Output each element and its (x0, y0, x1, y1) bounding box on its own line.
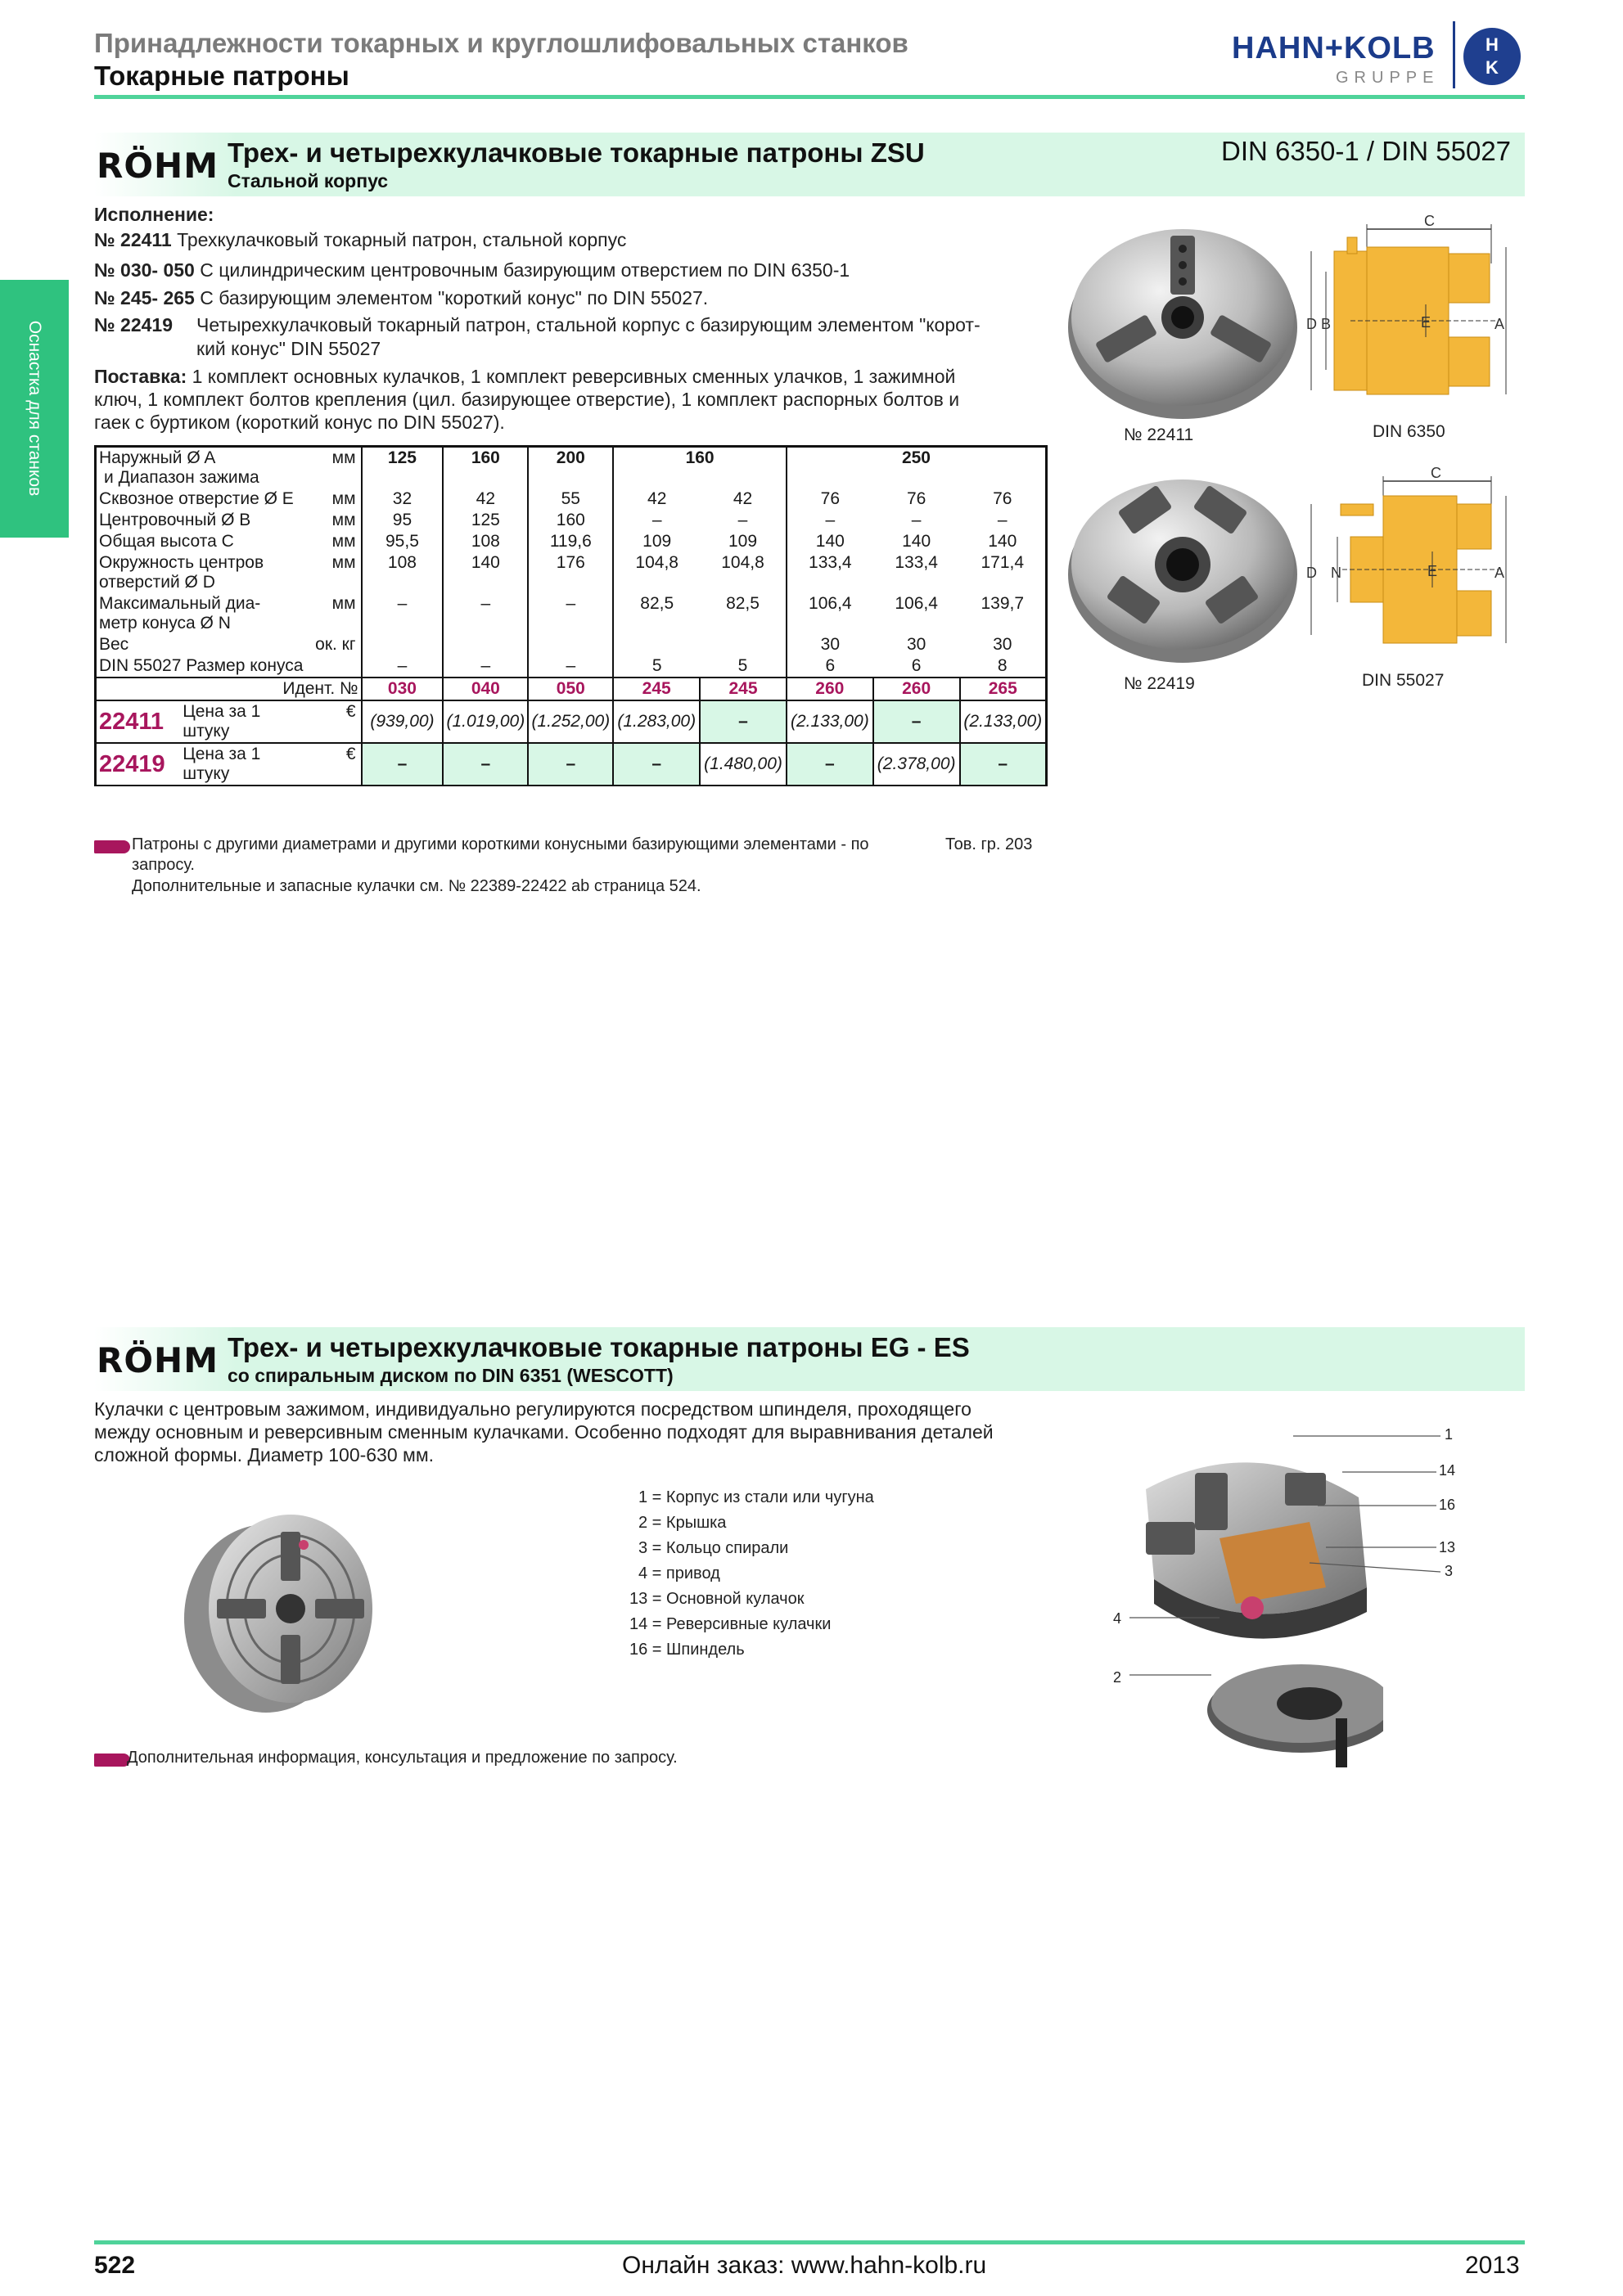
row-label: Сквозное отверстие Ø E (96, 488, 313, 510)
brand-logo-text: HAHN+KOLB (1232, 31, 1436, 65)
section1-din: DIN 6350-1 / DIN 55027 (1221, 136, 1512, 166)
article-number: 22419 (96, 743, 181, 786)
cell: 76 (906, 489, 926, 508)
desc-line: между основным и реверсивным сменным кулачками. Особенно подходят для выравнивания деталей (94, 1421, 994, 1443)
cell: 95 (362, 510, 444, 531)
row-label-2: отверстий Ø D (99, 573, 215, 592)
execution-text-cont: кий конус" DIN 55027 (196, 338, 381, 359)
cell: 6 (911, 656, 922, 675)
section2-title: Трех- и четырехкулачковые токарные патроны EG - ES (228, 1332, 970, 1362)
unit: мм (331, 594, 356, 613)
supply-label: Поставка: (94, 366, 187, 387)
execution-text: С цилиндрическим центровочным базирующим отверстием по DIN 6350-1 (200, 259, 850, 281)
legend-item: 16 = Шпиндель (629, 1641, 745, 1659)
price-label-2: штуку (183, 722, 230, 741)
section1-brand: RÖHM (97, 146, 219, 186)
note-line: Дополнительные и запасные кулачки см. № 22389-22422 ab страница 524. (132, 877, 701, 895)
cell: – (443, 655, 528, 678)
cell: 171,4 (960, 552, 1047, 593)
outer-value: 200 (528, 447, 613, 489)
price-cell: – (873, 700, 960, 743)
row-label: Центровочный Ø B (96, 510, 313, 531)
price-label (180, 700, 313, 743)
outer-label-2: и Диапазон зажима (104, 468, 259, 487)
execution-key: № 245- 265 (94, 287, 195, 308)
execution-item (94, 259, 850, 281)
cell: – (737, 511, 748, 529)
price-label-1: Цена за 1 (183, 702, 261, 721)
article-number: 22411 (96, 700, 181, 743)
unit: ок. кг (315, 635, 356, 654)
legend-item: 2 = Крышка (638, 1514, 727, 1532)
spec-table (94, 445, 1048, 786)
section1-subtitle: Стальной корпус (228, 170, 389, 191)
header-rule (94, 95, 1525, 99)
product-group: Тов. гр. 203 (945, 835, 1033, 853)
cell: 42 (443, 488, 528, 510)
dim-label: E (1427, 563, 1438, 579)
section1-title: Трех- и четырехкулачковые токарные патроны ZSU (228, 137, 925, 168)
cell: 140 (787, 531, 873, 552)
section2-brand: RÖHM (97, 1340, 219, 1380)
supply-text: 1 комплект основных кулачков, 1 комплект реверсивных сменных улачков, 1 зажимной (192, 366, 956, 387)
ident-row (96, 678, 1047, 700)
legend-item: 4 = привод (638, 1564, 720, 1582)
table-row (96, 531, 1047, 552)
callout-number: 2 (1113, 1669, 1122, 1686)
dim-label: D (1306, 565, 1317, 581)
cell: 160 (528, 510, 613, 531)
row-label-1: Окружность центров (99, 553, 264, 572)
callout-number: 13 (1439, 1539, 1456, 1555)
supply-line (94, 365, 955, 388)
cell: 95,5 (362, 531, 444, 552)
unit: мм (313, 447, 361, 489)
execution-item (94, 228, 626, 251)
image-caption: № 22411 (1124, 425, 1194, 444)
ident-code: 040 (443, 678, 528, 700)
cell: 140 (960, 531, 1047, 552)
outer-value: 250 (787, 447, 1047, 489)
price-cell: (2.133,00) (787, 700, 873, 743)
brand-logo-sub: GRUPPE (1336, 69, 1440, 87)
cell: – (613, 510, 700, 531)
callout-number: 4 (1113, 1610, 1122, 1627)
price-cell: – (613, 743, 700, 786)
row-label-2: метр конуса Ø N (99, 614, 231, 633)
cell (443, 634, 528, 655)
price-cell: – (362, 743, 444, 786)
execution-text: Трехкулачковый токарный патрон, стальной корпус (177, 229, 627, 250)
row-label (96, 593, 313, 634)
execution-key: № 030- 050 (94, 259, 195, 281)
row-label (96, 552, 313, 593)
note-line: запросу. (132, 856, 195, 874)
cell: 5 (737, 656, 748, 675)
cell: 76 (960, 488, 1047, 510)
note-arrow-icon (94, 1753, 130, 1767)
cell: – (528, 593, 613, 634)
dim-label: C (1424, 214, 1435, 229)
cell: 82,5 (726, 594, 760, 613)
table-row (96, 634, 1047, 655)
row-label-1: Максимальный диа- (99, 594, 261, 613)
cell: – (960, 510, 1047, 531)
side-tab-label: Оснастка для станков (25, 320, 44, 497)
execution-item (94, 286, 708, 309)
dimension-drawing-din55027 (1301, 463, 1514, 668)
execution-text: С базирующим элементом "короткий конус" по DIN 55027. (200, 287, 709, 308)
price-cell: – (443, 743, 528, 786)
callout-number: 16 (1439, 1497, 1456, 1513)
outer-label: Наружный Ø A (99, 448, 216, 467)
row-label: DIN 55027 Размер конуса (96, 655, 362, 678)
dim-label: A (1495, 316, 1505, 332)
cell: 6 (787, 655, 873, 678)
cell: 139,7 (960, 593, 1047, 634)
ident-code: 245 (613, 678, 700, 700)
supply-line: ключ, 1 комплект болтов крепления (цил. базирующее отверстие), 1 комплект распорных болтов и (94, 389, 960, 410)
section2-subtitle: со спиральным диском по DIN 6351 (WESCOTT) (228, 1365, 674, 1386)
cell: 119,6 (528, 531, 613, 552)
price-cell: – (700, 700, 787, 743)
outer-value: 160 (443, 447, 528, 489)
callout-number: 3 (1445, 1563, 1454, 1579)
dim-label: N (1331, 565, 1341, 581)
outer-value: 125 (362, 447, 444, 489)
unit: мм (331, 532, 356, 551)
row-label (96, 447, 313, 489)
price-row (96, 700, 1047, 743)
unit: мм (331, 489, 356, 508)
price-row (96, 743, 1047, 786)
note-arrow-icon (94, 840, 130, 854)
footer-online-order[interactable]: Онлайн заказ: www.hahn-kolb.ru (622, 2252, 987, 2279)
logo-mark-bottom: K (1485, 57, 1499, 78)
cell: 108 (443, 531, 528, 552)
cell: 104,8 (721, 553, 764, 572)
callout-number: 14 (1439, 1462, 1456, 1479)
execution-key: № 22411 (94, 229, 172, 250)
currency: € (313, 700, 361, 743)
row-label: Общая высота C (96, 531, 313, 552)
dim-label: C (1431, 465, 1441, 481)
execution-text: Четырехкулачковый токарный патрон, стальной корпус с базирующим элементом "корот- (196, 314, 981, 335)
note-line: Дополнительная информация, консультация и предложение по запросу. (127, 1749, 678, 1767)
cell: – (911, 511, 922, 529)
chuck-22419-image (1064, 463, 1301, 668)
cell: 106,4 (895, 594, 938, 613)
cell: – (362, 655, 444, 678)
cell: – (528, 655, 613, 678)
dimension-drawing-din6350 (1301, 214, 1514, 419)
cell: 30 (906, 635, 926, 654)
dim-label: D (1306, 316, 1317, 332)
ident-code: 245 (700, 678, 787, 700)
callout-number: 1 (1445, 1426, 1454, 1443)
table-row (96, 488, 1047, 510)
cell: 176 (528, 552, 613, 593)
cell: 5 (613, 655, 700, 678)
price-label-2: штуку (183, 764, 230, 783)
price-cell: – (787, 743, 873, 786)
cell: 106,4 (787, 593, 873, 634)
brand-logo-mark (1463, 28, 1521, 85)
row-label: Вес (96, 634, 313, 655)
ident-code: 265 (960, 678, 1047, 700)
cell: – (362, 593, 444, 634)
cell: – (787, 510, 873, 531)
price-label-1: Цена за 1 (183, 745, 261, 763)
note-line: Патроны с другими диаметрами и другими короткими конусными базирующими элементами - по (132, 835, 869, 853)
page-title: Токарные патроны (94, 61, 349, 91)
ident-code: 260 (873, 678, 960, 700)
header-category: Принадлежности токарных и круглошлифовальных станков (94, 28, 908, 58)
cell (362, 634, 444, 655)
cell: 8 (960, 655, 1047, 678)
legend-item: 13 = Основной кулачок (629, 1590, 805, 1608)
price-cell: – (960, 743, 1047, 786)
cell (613, 634, 700, 655)
ident-code: 050 (528, 678, 613, 700)
supply-line: гаек с буртиком (короткий конус по DIN 55027). (94, 412, 505, 433)
independent-chuck-image (176, 1504, 389, 1717)
cell: 140 (902, 532, 931, 551)
outer-value: 160 (613, 447, 787, 489)
desc-line: Кулачки с центровым зажимом, индивидуально регулируются посредством шпинделя, проходящего (94, 1398, 972, 1420)
side-category-tab[interactable] (0, 280, 69, 538)
execution-key: № 22419 (94, 314, 173, 335)
execution-label: Исполнение: (94, 204, 214, 225)
cell: 30 (787, 634, 873, 655)
cell: 109 (613, 531, 700, 552)
table-row (96, 552, 1047, 593)
cell (528, 634, 613, 655)
ident-label: Идент. № (96, 678, 362, 700)
ident-code: 260 (787, 678, 873, 700)
cell (700, 634, 787, 655)
table-row (96, 655, 1047, 678)
footer-year: 2013 (1465, 2252, 1520, 2279)
ident-code: 030 (362, 678, 444, 700)
cell: 55 (528, 488, 613, 510)
table-row (96, 593, 1047, 634)
cell: 133,4 (787, 552, 873, 593)
drawing-caption: DIN 6350 (1373, 422, 1445, 441)
cell: 32 (362, 488, 444, 510)
cell: 104,8 (613, 552, 700, 593)
drawing-caption: DIN 55027 (1362, 671, 1445, 690)
parts-legend (615, 1485, 874, 1663)
cell: 82,5 (613, 593, 700, 634)
cell: 108 (362, 552, 444, 593)
price-cell: (939,00) (362, 700, 444, 743)
dim-label: E (1421, 314, 1431, 331)
dim-label: B (1321, 316, 1332, 332)
dim-label: A (1495, 565, 1505, 581)
price-cell: (2.133,00) (960, 700, 1047, 743)
logo-divider (1453, 21, 1455, 88)
cell: – (443, 593, 528, 634)
price-cell: (1.252,00) (528, 700, 613, 743)
unit: мм (331, 511, 356, 529)
page-number: 522 (94, 2252, 136, 2279)
price-cell: (1.480,00) (700, 743, 787, 786)
cell: 133,4 (895, 553, 938, 572)
cell: 42 (733, 489, 753, 508)
price-label (180, 743, 313, 786)
cell: 30 (960, 634, 1047, 655)
legend-item: 1 = Корпус из стали или чугуна (638, 1488, 874, 1506)
cell: 109 (728, 532, 758, 551)
footer-rule (94, 2240, 1525, 2244)
cell: 42 (613, 488, 700, 510)
callout-lines (1129, 1428, 1445, 1681)
price-cell: (2.378,00) (873, 743, 960, 786)
cell: 125 (443, 510, 528, 531)
currency: € (313, 743, 361, 786)
desc-line: сложной формы. Диаметр 100-630 мм. (94, 1444, 435, 1465)
price-cell: (1.283,00) (613, 700, 700, 743)
price-cell: – (528, 743, 613, 786)
unit: мм (331, 553, 356, 572)
cell: 76 (787, 488, 873, 510)
image-caption: № 22419 (1124, 674, 1195, 693)
logo-mark-top: H (1485, 34, 1499, 55)
price-cell: (1.019,00) (443, 700, 528, 743)
table-row (96, 510, 1047, 531)
legend-item: 14 = Реверсивные кулачки (629, 1615, 832, 1633)
legend-item: 3 = Кольцо спирали (638, 1539, 789, 1557)
cell: 140 (443, 552, 528, 593)
chuck-22411-image (1064, 213, 1301, 425)
